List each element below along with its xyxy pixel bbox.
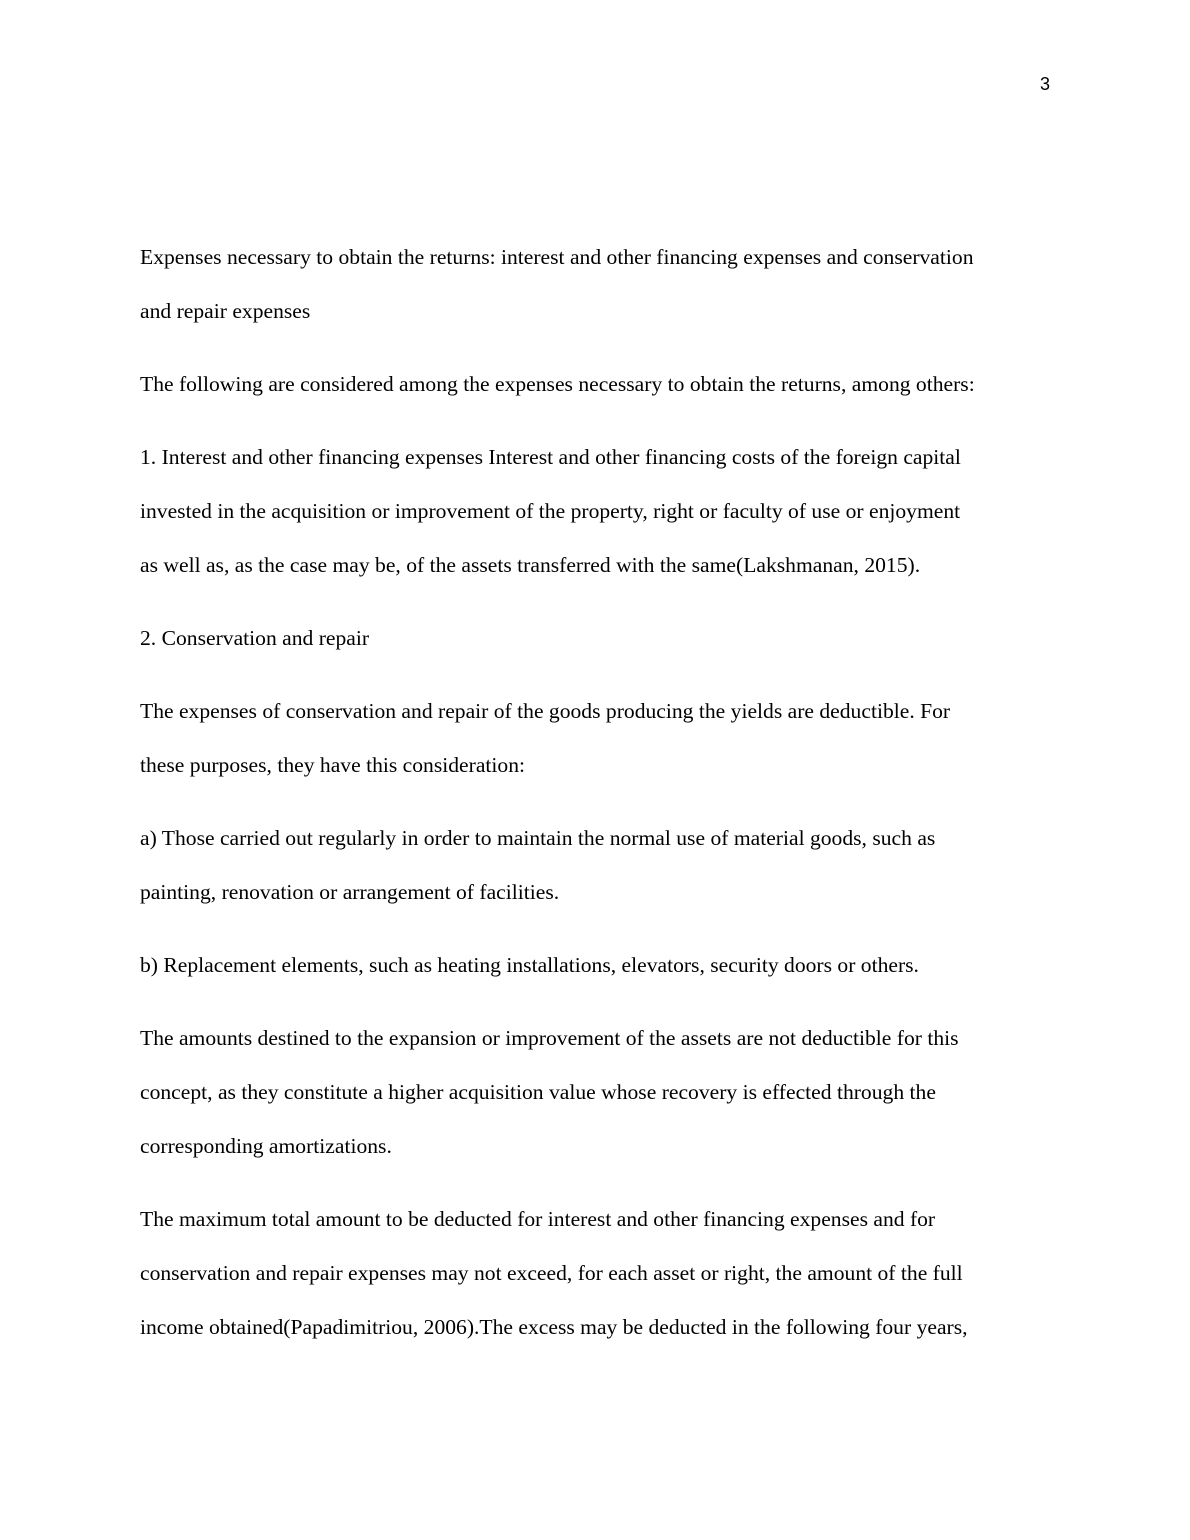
text-line: and repair expenses (140, 299, 311, 323)
paragraph-item-b (140, 938, 1050, 992)
text-line: painting, renovation or arrangement of facilities. (140, 880, 560, 904)
text-line: a) Those carried out regularly in order to maintain the normal use of material goods, such as (140, 826, 936, 850)
text-line: corresponding amortizations. (140, 1134, 392, 1158)
paragraph-item-a (140, 811, 1050, 919)
paragraph-heading-expenses (140, 230, 1050, 338)
text-line: Expenses necessary to obtain the returns: interest and other financing expenses and conservation (140, 245, 974, 269)
document-body (140, 230, 1050, 1373)
text-line: conservation and repair expenses may not exceed, for each asset or right, the amount of the full (140, 1261, 963, 1285)
page-number: 3 (1039, 74, 1050, 94)
text-line: The amounts destined to the expansion or improvement of the assets are not deductible for this (140, 1026, 959, 1050)
paragraph-intro (140, 357, 1050, 411)
text-line: The following are considered among the expenses necessary to obtain the returns, among others: (140, 372, 975, 396)
text-line: invested in the acquisition or improvement of the property, right or faculty of use or enjoyment (140, 499, 961, 523)
paragraph-item-1 (140, 430, 1050, 592)
text-line: these purposes, they have this consideration: (140, 753, 525, 777)
text-line: concept, as they constitute a higher acquisition value whose recovery is effected through the (140, 1080, 936, 1104)
text-line: The maximum total amount to be deducted for interest and other financing expenses and for (140, 1207, 936, 1231)
text-line: 2. Conservation and repair (140, 626, 370, 650)
text-line: income obtained(Papadimitriou, 2006).The excess may be deducted in the following four years, (140, 1315, 968, 1339)
paragraph-conservation (140, 684, 1050, 792)
paragraph-item-2 (140, 611, 1050, 665)
text-line: b) Replacement elements, such as heating installations, elevators, security doors or others. (140, 953, 919, 977)
text-line: as well as, as the case may be, of the assets transferred with the same(Lakshmanan, 2015). (140, 553, 921, 577)
text-line: The expenses of conservation and repair of the goods producing the yields are deductible. For (140, 699, 951, 723)
paragraph-maximum (140, 1192, 1050, 1354)
text-line: 1. Interest and other financing expenses Interest and other financing costs of the foreign capital (140, 445, 961, 469)
paragraph-amounts (140, 1011, 1050, 1173)
